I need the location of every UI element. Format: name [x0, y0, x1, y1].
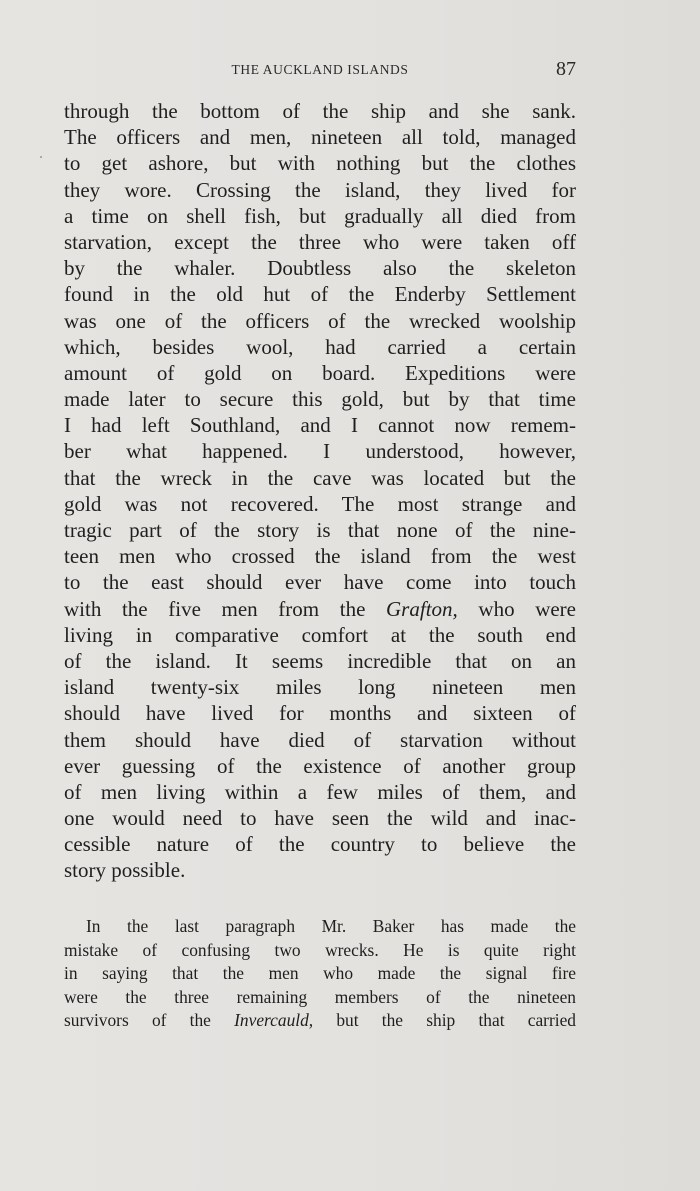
text-line: amount of gold on board. Expeditions were — [64, 360, 576, 385]
text-line: gold was not recovered. The most strange and — [64, 491, 576, 516]
running-head — [64, 58, 576, 82]
body-text — [64, 98, 576, 884]
note-line-invercauld — [64, 1009, 576, 1033]
note-line: were the three remaining members of the nineteen — [64, 986, 576, 1007]
text-line-last: story possible. — [64, 858, 186, 883]
text-line: of the island. It seems incredible that on an — [64, 648, 576, 673]
commentary-note — [64, 915, 576, 1033]
text-line: one would need to have seen the wild and inac- — [64, 806, 576, 831]
text-line: starvation, except the three who were taken off — [64, 229, 576, 254]
page-number: 87 — [556, 58, 576, 80]
text-line: made later to secure this gold, but by that time — [64, 387, 576, 412]
note-line: mistake of confusing two wrecks. He is quite right — [64, 939, 576, 960]
note-text-before: survivors of the — [64, 1010, 235, 1031]
text-line: island twenty-six miles long nineteen men — [64, 675, 576, 700]
note-line: in saying that the men who made the signal fire — [64, 963, 576, 984]
text-line: ber what happened. I understood, however, — [64, 439, 576, 464]
text-line: they wore. Crossing the island, they lived for — [64, 177, 576, 202]
page-speck — [40, 156, 42, 158]
text-line: should have lived for months and sixteen of — [64, 701, 576, 726]
text-line: ever guessing of the existence of another group — [64, 753, 576, 778]
text-line: that the wreck in the cave was located but the — [64, 465, 576, 490]
text-line: to get ashore, but with nothing but the clothes — [64, 151, 576, 176]
text-line: by the whaler. Doubtless also the skeleton — [64, 256, 576, 281]
text-line: found in the old hut of the Enderby Settlement — [64, 282, 576, 307]
text-line: cessible nature of the country to believe the — [64, 832, 576, 857]
text-line: through the bottom of the ship and she sank. — [64, 99, 576, 123]
line-text-before: with the five men from the — [64, 596, 387, 621]
note-text-after: but the ship that carried — [313, 1010, 576, 1031]
running-title: THE AUCKLAND ISLANDS — [231, 62, 409, 77]
text-line: a time on shell fish, but gradually all died from — [64, 203, 576, 228]
text-line: them should have died of starvation without — [64, 727, 576, 752]
text-line: teen men who crossed the island from the west — [64, 544, 576, 569]
ship-name-grafton: Grafton, — [386, 596, 458, 621]
text-line: was one of the officers of the wrecked woolship — [64, 308, 576, 333]
line-text-after: who were — [457, 596, 576, 621]
ship-name-invercauld: Invercauld, — [234, 1010, 314, 1031]
text-line: The officers and men, nineteen all told, managed — [64, 125, 576, 150]
text-line-grafton — [64, 596, 576, 622]
text-line: of men living within a few miles of them, and — [64, 779, 576, 804]
text-line: tragic part of the story is that none of the nine- — [64, 518, 576, 542]
note-line: In the last paragraph Mr. Baker has made the — [86, 916, 576, 936]
text-line: which, besides wool, had carried a certain — [64, 334, 576, 359]
text-line: to the east should ever have come into touch — [64, 570, 576, 595]
text-line: I had left Southland, and I cannot now remem- — [64, 413, 576, 438]
text-line: living in comparative comfort at the south end — [64, 622, 576, 647]
